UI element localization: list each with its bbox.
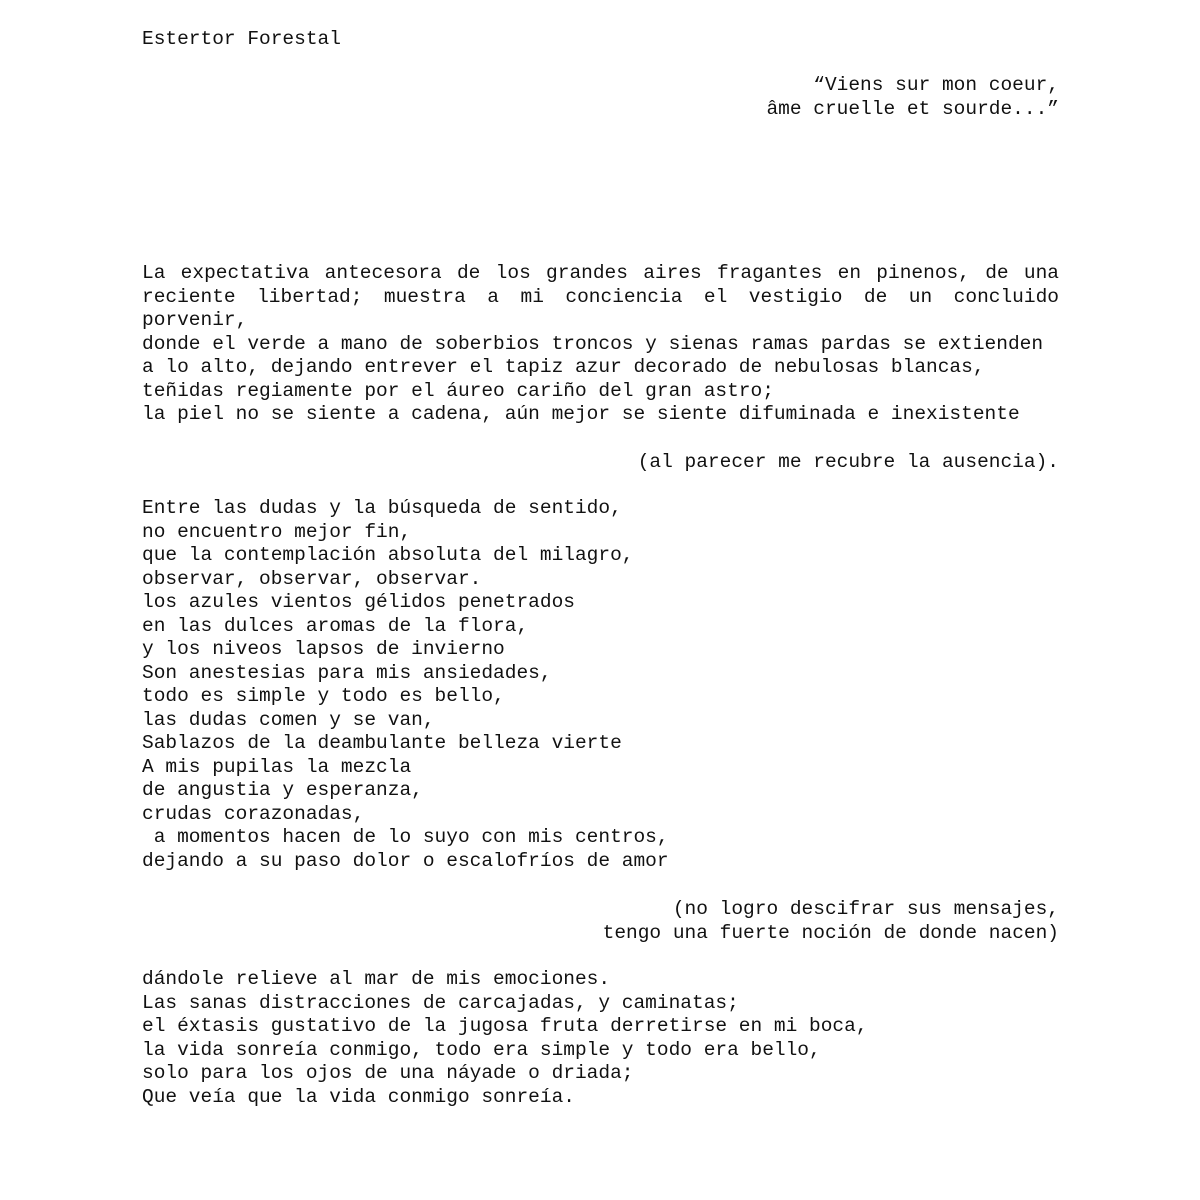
stanza-line: Las sanas distracciones de carcajadas, y caminatas;	[142, 991, 739, 1014]
stanza-line: el éxtasis gustativo de la jugosa fruta derretirse en mi boca,	[142, 1015, 868, 1037]
stanza-line: Sablazos de la deambulante belleza vierte	[142, 732, 622, 754]
epigraph	[142, 74, 1059, 121]
stanza-line: todo es simple y todo es bello,	[142, 685, 505, 707]
stanza-line: en las dulces aromas de la flora,	[142, 614, 529, 637]
epigraph-line: âme cruelle et sourde...”	[766, 97, 1059, 120]
paragraph-line: reciente libertad; muestra a mi conciencia el vestigio de un concluido	[142, 285, 1059, 308]
stanza-line: dándole relieve al mar de mis emociones.	[142, 968, 611, 990]
paragraph-line: La expectativa antecesora de los grandes aires fragantes en pinenos, de una	[142, 262, 1059, 284]
stanza-line: no encuentro mejor fin,	[142, 520, 412, 543]
stanza-line: de angustia y esperanza,	[142, 779, 423, 801]
paragraph-line: porvenir,	[142, 309, 248, 331]
stanza-line: la vida sonreía conmigo, todo era simple y todo era bello,	[142, 1038, 821, 1061]
paragraph-line: teñidas regiamente por el áureo cariño del gran astro;	[142, 379, 774, 402]
stanza-line: dejando a su paso dolor o escalofríos de amor	[142, 849, 669, 872]
stanza-line: los azules vientos gélidos penetrados	[142, 591, 575, 613]
stanza-line: y los niveos lapsos de invierno	[142, 638, 505, 660]
aside-note-1	[142, 451, 1059, 475]
opening-paragraph	[142, 262, 1059, 427]
aside-line: (al parecer me recubre la ausencia).	[637, 451, 1059, 473]
epigraph-line: “Viens sur mon coeur,	[813, 74, 1059, 96]
stanza-line: Que veía que la vida conmigo sonreía.	[142, 1085, 575, 1108]
stanza-line: observar, observar, observar.	[142, 567, 482, 590]
poem-title: Estertor Forestal	[142, 28, 341, 50]
aside-line: (no logro descifrar sus mensajes,	[672, 898, 1059, 920]
aside-line: tengo una fuerte noción de donde nacen)	[602, 921, 1059, 944]
paragraph-line: la piel no se siente a cadena, aún mejor se siente difuminada e inexistente	[142, 403, 1020, 425]
stanza-line: solo para los ojos de una náyade o driada;	[142, 1062, 634, 1084]
stanza-line: Son anestesias para mis ansiedades,	[142, 661, 552, 684]
stanza-3	[142, 968, 1059, 1109]
stanza-line: Entre las dudas y la búsqueda de sentido,	[142, 497, 622, 519]
stanza-2	[142, 497, 1059, 873]
aside-note-2	[142, 898, 1059, 945]
paragraph-line: donde el verde a mano de soberbios troncos y sienas ramas pardas se extienden	[142, 332, 1044, 355]
paragraph-line: a lo alto, dejando entrever el tapiz azur decorado de nebulosas blancas,	[142, 356, 985, 378]
stanza-line: A mis pupilas la mezcla	[142, 755, 412, 778]
stanza-line: a momentos hacen de lo suyo con mis centros,	[142, 826, 669, 848]
stanza-line: las dudas comen y se van,	[142, 708, 435, 731]
stanza-line: que la contemplación absoluta del milagro,	[142, 544, 634, 566]
stanza-line: crudas corazonadas,	[142, 802, 365, 825]
